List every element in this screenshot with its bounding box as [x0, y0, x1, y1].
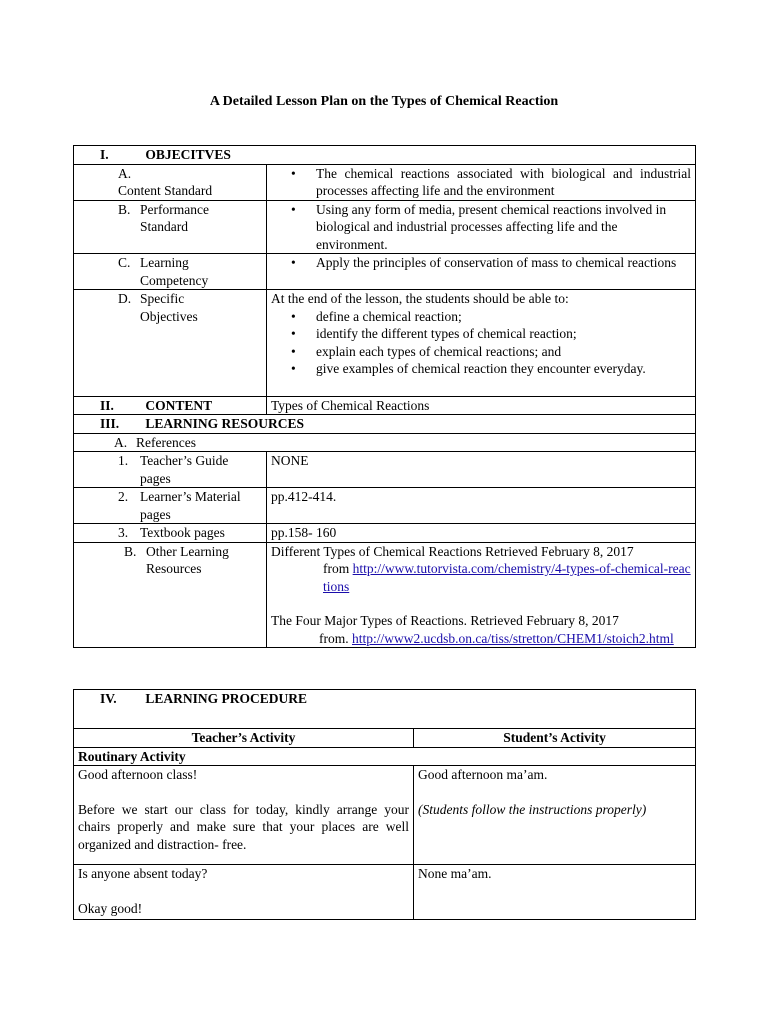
reference-1-text: Different Types of Chemical Reactions Retrieved February 8, 2017: [271, 543, 634, 559]
textbook-row: [74, 524, 696, 543]
content-standard-bullet: • The chemical reactions associated with biological and industrial processes affecting life and the environment: [316, 165, 691, 200]
section-number: I.: [100, 147, 109, 162]
learning-competency-bullet: • Apply the principles of conservation of mass to chemical reactions: [316, 254, 691, 272]
resources-heading: LEARNING RESOURCES: [145, 416, 305, 431]
reference-2-from: from.: [319, 630, 349, 646]
routinary-row: [74, 747, 696, 766]
item-letter: A.: [118, 165, 132, 181]
reference-1-from: from: [323, 561, 350, 576]
table-row: [74, 865, 696, 920]
item-letter: D.: [118, 291, 132, 306]
procedure-heading-row: [74, 690, 696, 729]
table-row: [74, 766, 696, 865]
list-item: • explain each types of chemical reactions; and: [316, 343, 691, 361]
performance-standard-bullet: • Using any form of media, present chemical reactions involved in biological and industrial processes affecting life and the environment.: [316, 201, 691, 254]
student-line: None ma’am.: [418, 866, 492, 881]
teacher-line: Is anyone absent today?: [78, 866, 208, 881]
reference-2-text: The Four Major Types of Reactions. Retrieved February 8, 2017: [271, 613, 619, 628]
references-label: References: [136, 434, 196, 450]
item-letter: A.: [114, 434, 128, 450]
teacher-line: Good afternoon class!: [78, 767, 198, 782]
learners-material-row: [74, 488, 696, 524]
page-title: A Detailed Lesson Plan on the Types of Chemical Reaction: [209, 94, 559, 109]
lesson-plan-table: [73, 145, 696, 648]
section-number: III.: [100, 416, 120, 431]
reference-1-link[interactable]: http://www.tutorvista.com/chemistry/4-types-of-chemical-reactions: [323, 561, 691, 594]
content-heading: CONTENT: [145, 397, 213, 413]
procedure-column-headers: [74, 729, 696, 748]
learners-material-value: pp.412-414.: [267, 488, 696, 524]
content-standard-row: [74, 164, 696, 200]
specific-objectives-label: Specific Objectives: [140, 291, 198, 324]
section-number: II.: [100, 397, 114, 413]
procedure-table: [73, 689, 696, 920]
learners-material-label: Learner’s Material pages: [140, 489, 241, 522]
objectives-heading-row: [74, 146, 696, 165]
performance-standard-label: Performance Standard: [140, 201, 209, 234]
list-item: • identify the different types of chemical reaction;: [316, 325, 691, 343]
content-value: Types of Chemical Reactions: [267, 396, 696, 415]
resources-heading-row: [74, 415, 696, 434]
specific-objectives-intro: At the end of the lesson, the students should be able to:: [271, 291, 569, 306]
content-standard-label: Content Standard: [118, 183, 213, 198]
content-row: [74, 396, 696, 415]
item-number: 3.: [118, 525, 129, 540]
item-number: 1.: [118, 453, 129, 468]
teacher-line: Before we start our class for today, kindly arrange your chairs properly and make sure that your places are well organized and distraction- free.: [78, 801, 409, 852]
performance-standard-row: [74, 200, 696, 254]
teachers-guide-value: NONE: [267, 452, 696, 488]
teacher-line: Okay good!: [78, 900, 143, 916]
teachers-guide-row: [74, 452, 696, 488]
teachers-guide-label: Teacher’s Guide pages: [140, 453, 229, 486]
item-number: 2.: [118, 489, 129, 504]
student-activity-header: Student’s Activity: [414, 729, 696, 748]
specific-objectives-row: [74, 290, 696, 397]
textbook-value: pp.158- 160: [267, 524, 696, 543]
learning-competency-label: Learning Competency: [140, 255, 209, 288]
procedure-heading: LEARNING PROCEDURE: [145, 691, 308, 706]
student-line: (Students follow the instructions properly): [418, 801, 647, 817]
item-letter: C.: [118, 255, 131, 270]
routinary-activity-label: Routinary Activity: [74, 747, 696, 766]
teacher-activity-header: Teacher’s Activity: [74, 729, 414, 748]
list-item: • give examples of chemical reaction they encounter everyday.: [316, 360, 691, 378]
references-row: [74, 433, 696, 452]
other-resources-label: Other Learning Resources: [146, 543, 229, 576]
reference-2-link[interactable]: http://www2.ucdsb.on.ca/tiss/stretton/CHEM1/stoich2.html: [352, 630, 674, 646]
item-letter: B.: [124, 543, 137, 559]
textbook-label: Textbook pages: [140, 525, 225, 540]
other-resources-row: [74, 542, 696, 648]
learning-competency-row: [74, 254, 696, 290]
student-line: Good afternoon ma’am.: [418, 767, 548, 782]
section-number: IV.: [100, 691, 117, 706]
list-item: • define a chemical reaction;: [316, 308, 691, 326]
objectives-heading: OBJECITVES: [145, 147, 231, 162]
item-letter: B.: [118, 201, 131, 217]
